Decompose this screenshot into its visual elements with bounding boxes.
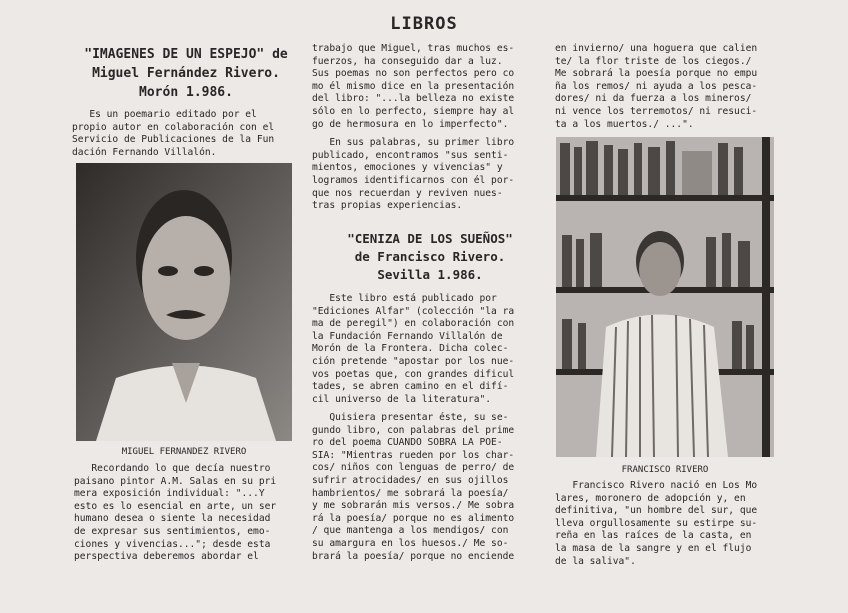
article1-col2-line: mientos, emociones y vivencias" y [312,162,503,174]
article1-body-line: paisano pintor A.M. Salas en su pri [74,475,277,487]
article1-col2-line: fuerzos, ha conseguido dar a luz. [312,55,503,67]
article2-para2-line: rá la poesía/ porque no es alimento [312,512,515,524]
article2-bio-line: la masa de la sangre y en el flujo [555,542,752,554]
article2-col3-line: ña los remos/ ni ayuda a los pesca- [555,80,758,92]
article1-intro-line: Servicio de Publicaciones de la Fun [72,134,275,146]
article2-col3-line: te/ la flor triste de los ciegos./ [555,55,752,67]
article2-col3-line: ni vence los terremotos/ ni resuci- [555,105,758,117]
article1-continuation [312,43,548,213]
article2-para1 [312,293,548,406]
article2-title-line: "CENIZA DE LOS SUEÑOS" [347,231,513,246]
article2-column3 [555,43,791,131]
article2-para2-line: y me sobrarán mis versos./ Me sobra [312,500,515,512]
article1-body [74,463,310,564]
bookshelf-portrait-illustration [556,137,774,457]
portrait-illustration [76,163,292,441]
article2-para2-line: SIA: "Mientras rueden por los char- [312,449,515,461]
article2-para1-line: vos poetas que, con grandes dificul [312,368,515,380]
article2-para2-line: cos/ niños con lenguas de perro/ de [312,462,515,474]
article2-para1-line: Morón de la Frontera. Dicha colec- [312,343,509,355]
article2-col3-line: ta a los muertos./ ...". [555,118,694,130]
article2-bio-line: reña en las raíces de la casta, en [555,530,752,542]
article2-para2-line: brará la poesía/ porque no enciende [312,550,515,562]
article1-title-line: Miguel Fernández Rivero. [92,66,280,81]
article1-col2-line: del libro: "...la belleza no existe [312,93,515,105]
article2-para1-line: cil universo de la literatura". [312,393,492,405]
article1-body-line: mera exposición individual: "...Y [74,488,265,500]
article2-para2-line: hambrientos/ me sobrará la poesía/ [312,487,509,499]
article1-col2-line: Sus poemas no son perfectos pero co [312,68,515,80]
article1-col2-line: sólo en lo perfecto, siempre hay al [312,105,515,117]
article2-title [312,230,548,284]
article1-col2-line: En sus palabras, su primer libro [312,137,515,149]
article2-para2-line: Quisiera presentar éste, su se- [312,412,509,423]
article2-title-line: de Francisco Rivero. [354,249,506,264]
article2-bio-line: lleva orgullosamente su estirpe su- [555,517,758,529]
page-title: LIBROS [390,14,458,34]
article2-col3-line: en invierno/ una hoguera que calien [555,43,758,54]
article2-para2 [312,412,548,563]
article2-col3-line: dores/ ni da fuerza a los mineros/ [555,93,752,105]
article1-body-line: Recordando lo que decía nuestro [74,463,271,474]
article2-para1-line: ma de peregil") en colaboración con [312,318,515,330]
photo-francisco-rivero [556,137,774,457]
article1-col2-line: go de hermosura en lo imperfecto". [312,118,509,130]
article1-intro-line: propio autor en colaboración con el [72,121,275,133]
article2-bio-line: lares, moronero de adopción y, en [555,492,746,504]
article1-body-line: de expresar sus sentimientos, emo- [74,525,271,537]
article2-para1-line: ción pretende "apostar por los nue- [312,355,515,367]
article1-body-line: ciones y vivencias..."; desde esta [74,538,271,550]
article2-para2-line: gundo libro, con palabras del prime [312,424,515,436]
article1-col2-line: publicado, encontramos "sus senti- [312,149,509,161]
article2-bio-line: Francisco Rivero nació en Los Mo [555,480,758,491]
article1-intro-line: Es un poemario editado por el [72,109,257,120]
article1-intro-line: dación Fernando Villalón. [72,146,217,158]
article2-bio-line: de la saliva". [555,555,636,567]
article1-body-line: esto es lo esencial en arte, un ser [74,500,277,512]
article2-title-line: Sevilla 1.986. [377,267,483,282]
article2-para2-line: ro del poema CUANDO SOBRA LA POE- [312,437,503,449]
photo-caption-francisco: FRANCISCO RIVERO [621,465,709,475]
article2-col3-line: Me sobrará la poesía porque no empu [555,68,758,80]
article1-col2-line: mo él mismo dice en la presentación [312,80,515,92]
article1-body-line: humano desea o siente la necesidad [74,513,271,525]
article1-title-line: "IMAGENES DE UN ESPEJO" de [84,47,288,62]
photo-miguel-fernandez-rivero [76,163,292,441]
article2-para1-line: la Fundación Fernando Villalón de [312,330,503,342]
article1-body-line: perspectiva deberemos abordar el [74,551,259,563]
article2-bio [555,480,791,568]
article2-para1-line: "Ediciones Alfar" (colección "la ra [312,305,515,317]
article1-title-line: Morón 1.986. [139,85,233,100]
article2-para2-line: / que mantenga a los mendigos/ con [312,525,509,537]
article2-bio-line: definitiva, "un hombre del sur, que [555,505,758,517]
article1-col2-line: trabajo que Miguel, tras muchos es- [312,43,515,54]
article1-col2-line: que nos recuerdan y reviven nues- [312,187,503,199]
article2-para2-line: su amargura en los huesos./ Me so- [312,537,509,549]
article2-para1-line: Este libro está publicado por [312,293,497,304]
article2-para2-line: sufrir atrocidades/ en sus ojillos [312,474,509,486]
article1-col2-line: logramos identificarnos con él por- [312,174,515,186]
article1-col2-line: tras propias experiencias. [312,200,463,212]
photo-caption-miguel: MIGUEL FERNANDEZ RIVERO [121,447,247,457]
article2-para1-line: tades, se abren camino en el difí- [312,381,509,393]
